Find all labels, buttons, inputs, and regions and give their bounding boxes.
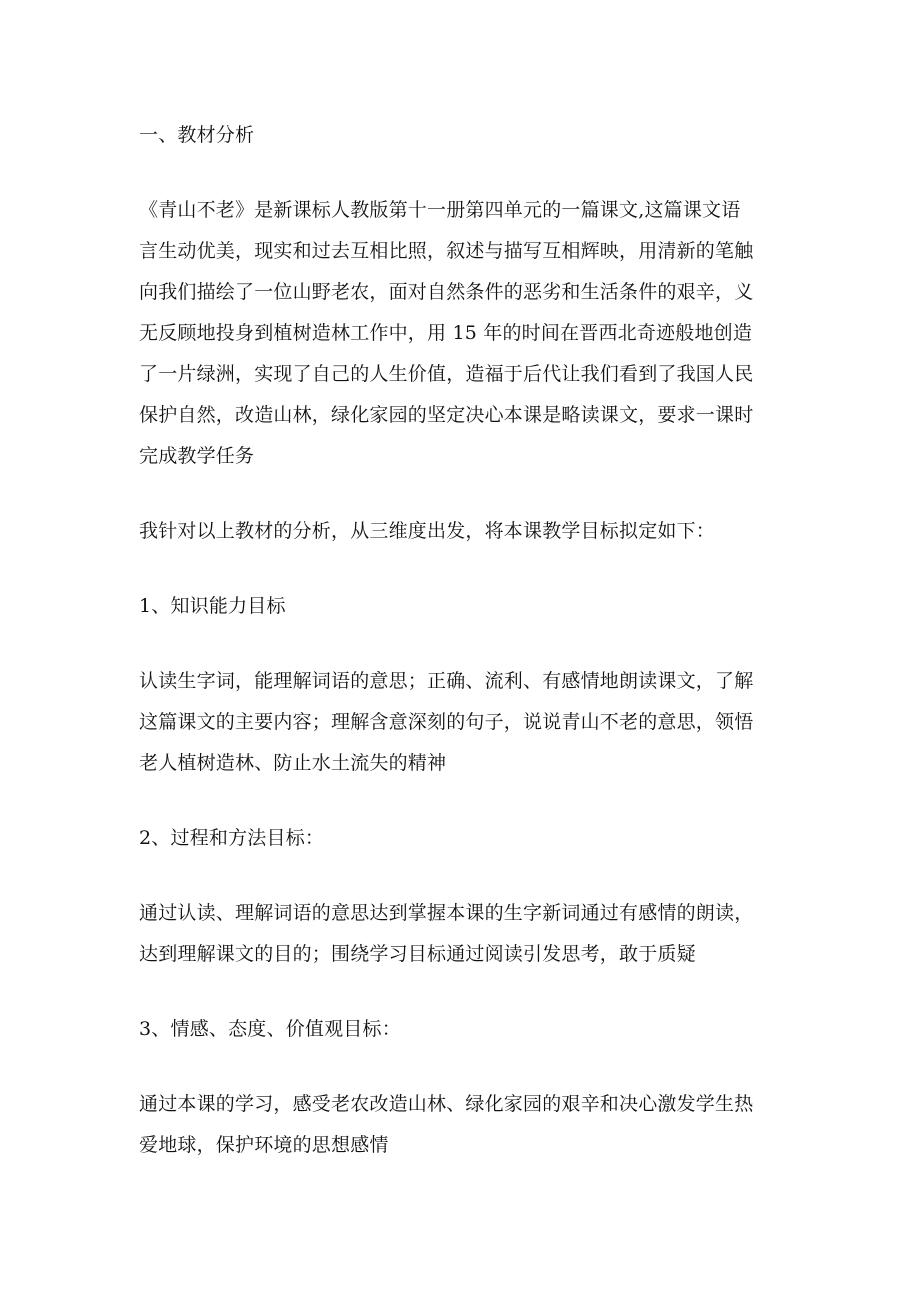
goal3-line-2: 爱地球，保护环境的思想感情 (139, 1134, 389, 1156)
goal1-title: 1、知识能力目标 (139, 595, 286, 617)
goal1-line-1: 认读生字词，能理解词语的意思；正确、流利、有感情地朗读课文，了解 (139, 670, 754, 692)
intro-line-6: 保护自然，改造山林，绿化家园的坚定决心本课是略读课文，要求一课时 (139, 404, 754, 426)
goals-intro: 我针对以上教材的分析，从三维度出发，将本课教学目标拟定如下： (139, 520, 716, 542)
goal1-line-3: 老人植树造林、防止水土流失的精神 (139, 752, 447, 774)
goal2-line-1: 通过认读、理解词语的意思达到掌握本课的生字新词通过有感情的朗读， (139, 902, 754, 924)
goal1-line-2: 这篇课文的主要内容；理解含意深刻的句子，说说青山不老的意思，领悟 (139, 711, 754, 733)
goal3-line-1: 通过本课的学习，感受老农改造山林、绿化家园的艰辛和决心激发学生热 (139, 1093, 754, 1115)
intro-line-5: 了一片绿洲，实现了自己的人生价值，造福于后代让我们看到了我国人民 (139, 363, 754, 385)
goal2-line-2: 达到理解课文的目的；围绕学习目标通过阅读引发思考，敢于质疑 (139, 943, 696, 965)
intro-line-3: 向我们描绘了一位山野老农，面对自然条件的恶劣和生活条件的艰辛，义 (139, 281, 754, 303)
intro-line-1: 《青山不老》是新课标人教版第十一册第四单元的一篇课文,这篇课文语 (139, 199, 741, 221)
goal2-title: 2、过程和方法目标： (139, 827, 325, 849)
intro-line-7: 完成教学任务 (139, 445, 255, 467)
section-heading: 一、教材分析 (139, 124, 255, 146)
intro-line-2: 言生动优美，现实和过去互相比照，叙述与描写互相辉映，用清新的笔触 (139, 240, 754, 262)
intro-line-4: 无反顾地投身到植树造林工作中，用 15 年的时间在晋西北奇迹般地创造 (139, 322, 753, 344)
goal3-title: 3、情感、态度、价值观目标： (139, 1018, 401, 1040)
